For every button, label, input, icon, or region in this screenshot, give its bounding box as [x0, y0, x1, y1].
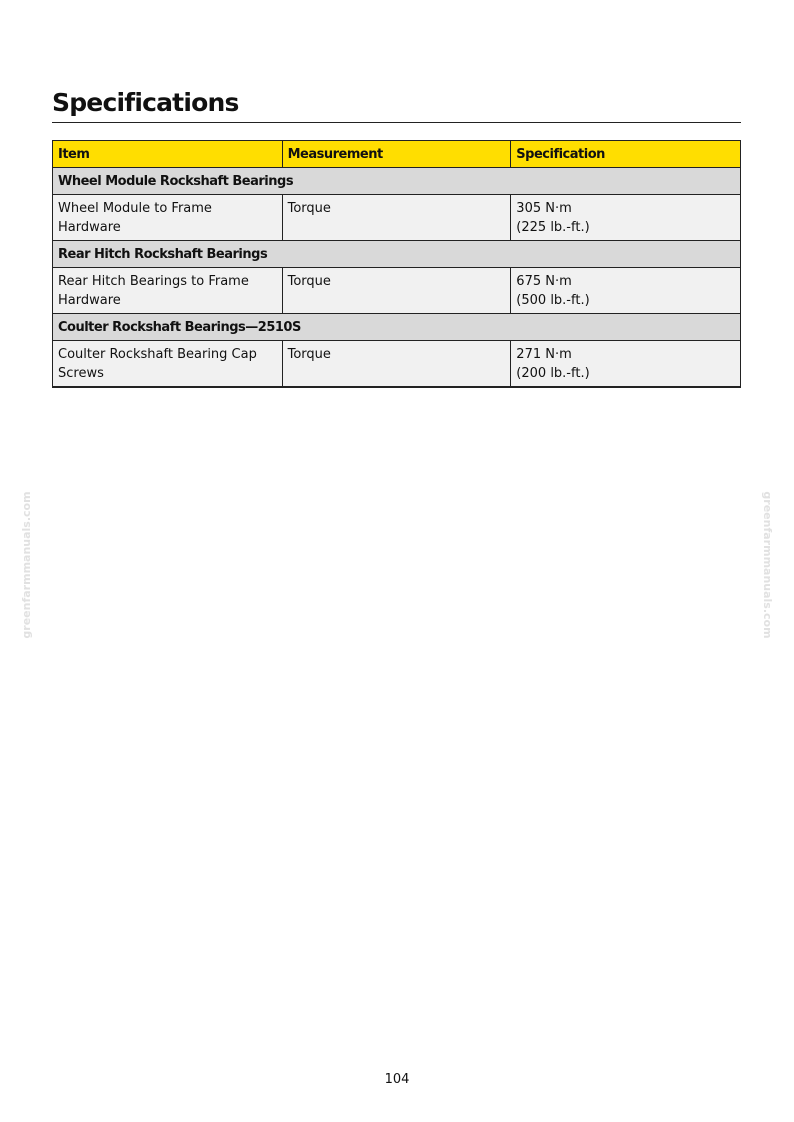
specification-cell: [511, 341, 741, 388]
page-title: Specifications: [52, 88, 239, 117]
section-row-coulter: [53, 314, 741, 341]
spec-imperial: (200 lb.-ft.): [516, 366, 590, 381]
specification-cell: [511, 268, 741, 314]
table-row: [53, 195, 741, 241]
table-row: [53, 341, 741, 388]
measurement-cell: Torque: [282, 341, 511, 388]
header-specification: Specification: [511, 141, 741, 168]
item-cell: Rear Hitch Bearings to Frame Hardware: [53, 268, 283, 314]
specification-cell: [511, 195, 741, 241]
table-row: [53, 268, 741, 314]
measurement-cell: Torque: [282, 268, 511, 314]
header-measurement: Measurement: [282, 141, 511, 168]
section-heading: Coulter Rockshaft Bearings—2510S: [53, 314, 741, 341]
title-divider: [52, 122, 741, 123]
watermark-text: greenfarmmanuals.com: [20, 491, 33, 639]
item-cell: Coulter Rockshaft Bearing Cap Screws: [53, 341, 283, 388]
measurement-cell: Torque: [282, 195, 511, 241]
section-row-rear-hitch: [53, 241, 741, 268]
specifications-table: [52, 140, 741, 388]
spec-imperial: (225 lb.-ft.): [516, 220, 590, 235]
page-number: 104: [384, 1072, 410, 1087]
spec-metric: 675 N·m: [516, 274, 572, 289]
spec-metric: 271 N·m: [516, 347, 572, 362]
spec-imperial: (500 lb.-ft.): [516, 293, 590, 308]
header-item: Item: [53, 141, 283, 168]
table-header-row: [53, 141, 741, 168]
item-cell: Wheel Module to Frame Hardware: [53, 195, 283, 241]
section-row-wheel-module: [53, 168, 741, 195]
section-heading: Rear Hitch Rockshaft Bearings: [53, 241, 741, 268]
section-heading: Wheel Module Rockshaft Bearings: [53, 168, 741, 195]
spec-metric: 305 N·m: [516, 201, 572, 216]
watermark-text: greenfarmmanuals.com: [761, 491, 774, 639]
